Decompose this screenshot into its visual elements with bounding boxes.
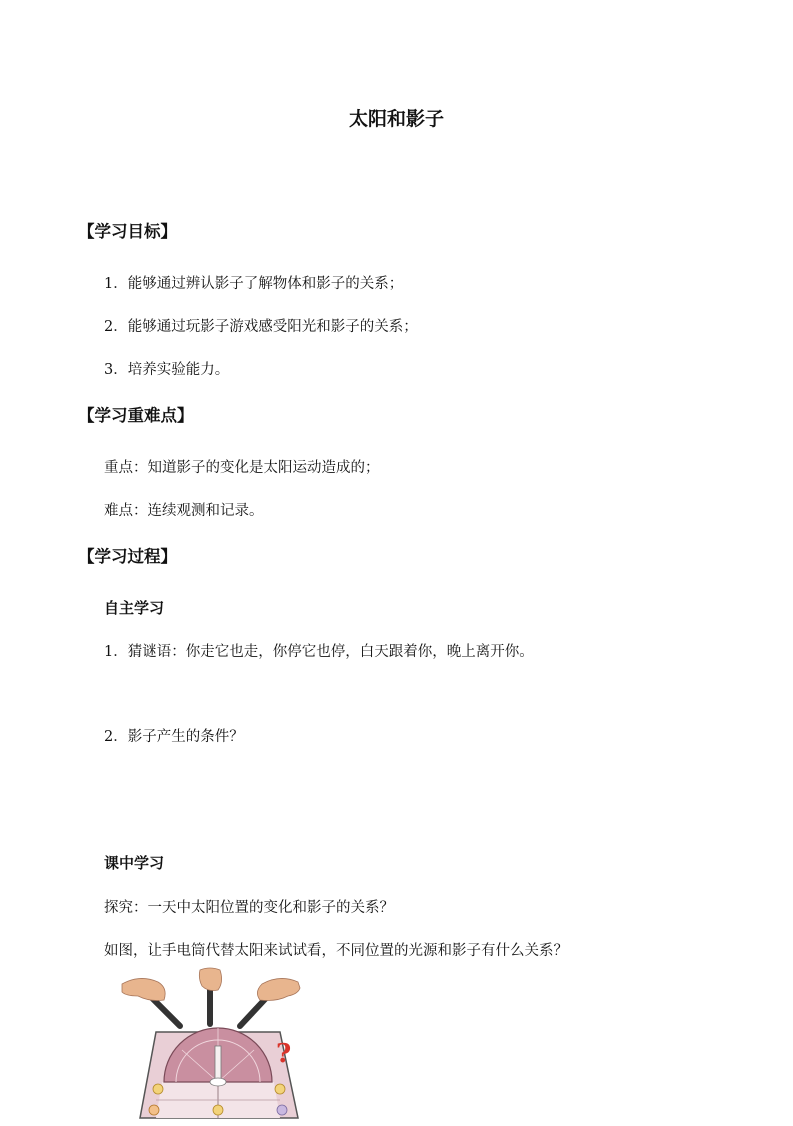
objective-item-1: 1．能够通过辨认影子了解物体和影子的关系；: [104, 276, 404, 292]
section-heading-objectives: 【学习目标】: [78, 222, 177, 241]
board-icon-right: [275, 1084, 285, 1094]
self-study-item-2: 2．影子产生的条件？: [104, 729, 244, 745]
key-point-item-2: 难点：连续观测和记录。: [104, 503, 264, 519]
section-heading-process: 【学习过程】: [78, 547, 177, 566]
board-icon-right-bottom: [277, 1105, 287, 1115]
stick-base: [210, 1078, 226, 1086]
class-study-item-1: 探究：一天中太阳位置的变化和影子的关系？: [104, 900, 394, 916]
subheading-self-study: 自主学习: [104, 599, 165, 617]
board-icon-left: [153, 1084, 163, 1094]
board-icon-center: [213, 1105, 223, 1115]
hand-center: [199, 968, 221, 991]
question-mark: ?: [276, 1039, 292, 1069]
subheading-class-study: 课中学习: [104, 854, 165, 872]
hand-left: [122, 978, 165, 1000]
hand-right: [257, 978, 300, 1000]
class-study-item-2: 如图，让手电筒代替太阳来试试看，不同位置的光源和影子有什么关系？: [104, 943, 568, 959]
self-study-item-1: 1．猜谜语：你走它也走，你停它也停，白天跟着你，晚上离开你。: [104, 644, 534, 660]
flashlight-shadow-figure: [120, 966, 320, 1122]
key-point-item-1: 重点：知道影子的变化是太阳运动造成的；: [104, 460, 380, 476]
figure-illustration: [120, 966, 320, 1122]
board-icon-left-bottom: [149, 1105, 159, 1115]
page-title: 太阳和影子: [348, 108, 444, 130]
section-heading-key-points: 【学习重难点】: [78, 406, 194, 425]
object-stick: [215, 1046, 221, 1082]
objective-item-3: 3．培养实验能力。: [104, 362, 230, 378]
objective-item-2: 2．能够通过玩影子游戏感受阳光和影子的关系；: [104, 319, 418, 335]
